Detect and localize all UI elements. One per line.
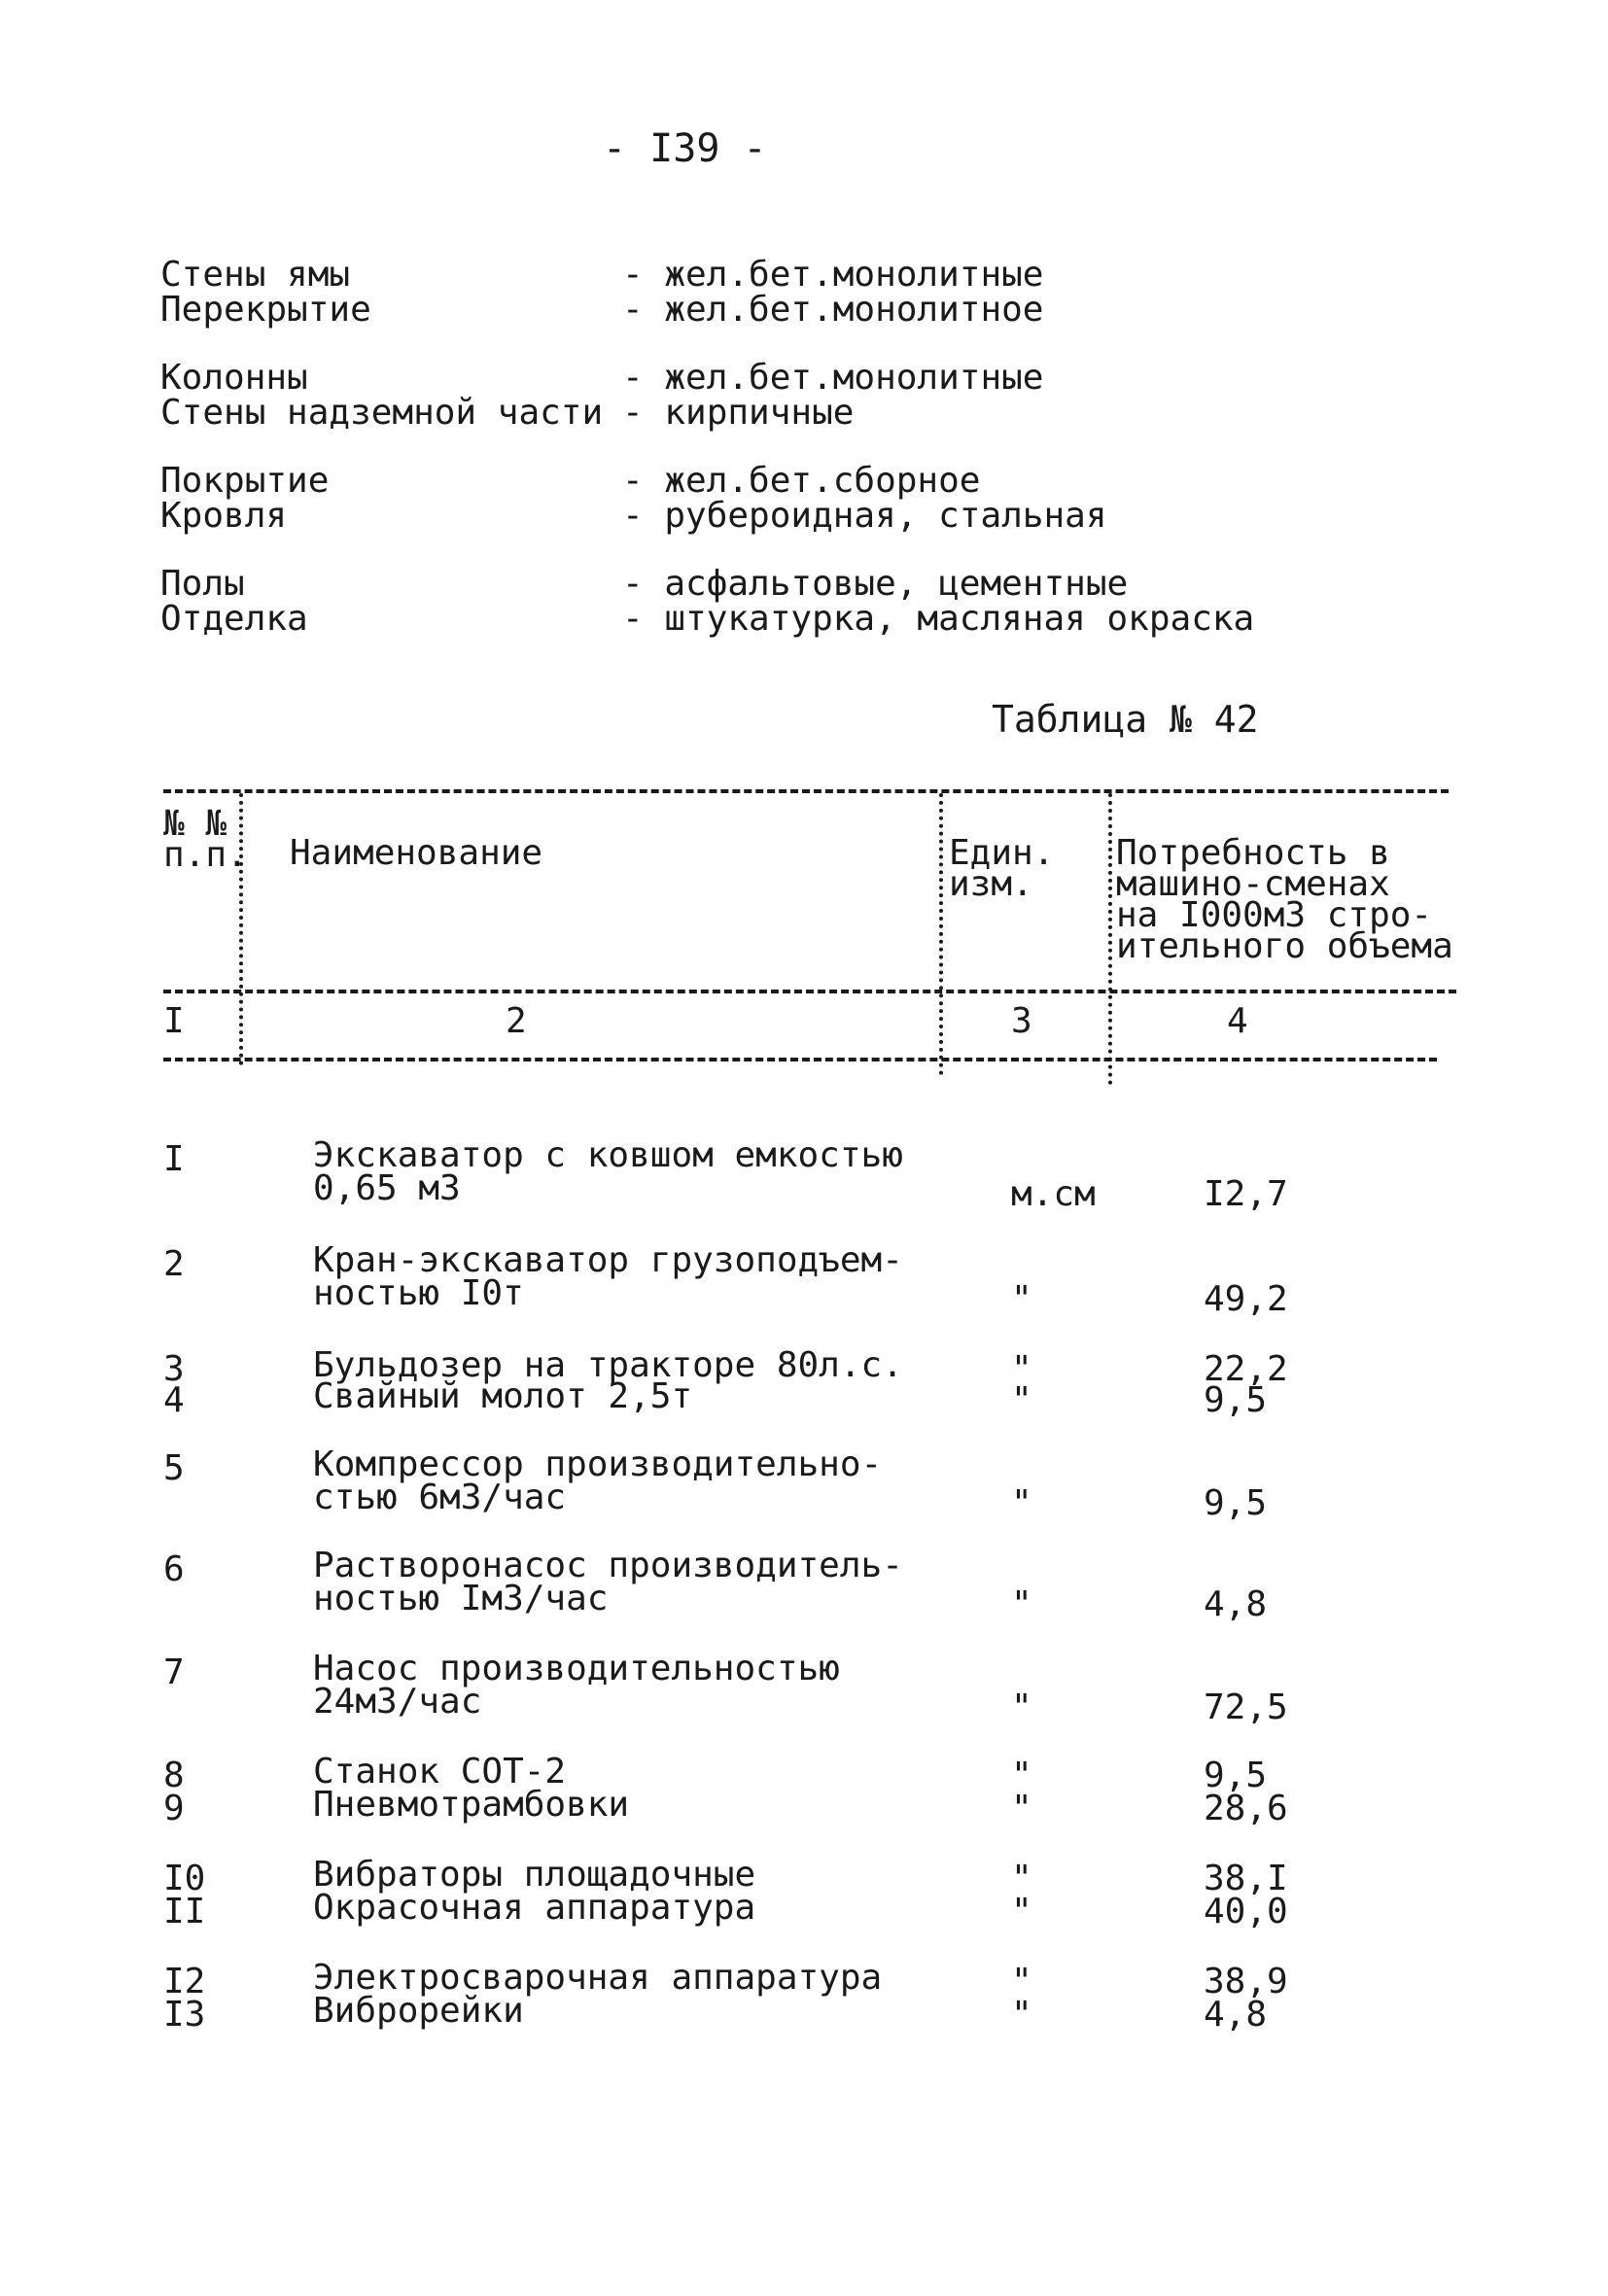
header-need: Потребность в машино-сменах на I000м3 стро- ительного объема xyxy=(1116,833,1453,966)
column-number-rule xyxy=(163,1058,1437,1061)
row-name: Окрасочная аппаратура xyxy=(313,1888,756,1928)
spec-value: - кирпичные xyxy=(622,393,855,433)
row-unit: " xyxy=(1011,1859,1032,1898)
spec-label: Перекрытие xyxy=(160,290,371,330)
row-number: I3 xyxy=(163,1995,206,2035)
row-number: 5 xyxy=(163,1448,185,1488)
row-number: I2 xyxy=(163,1962,206,2001)
spec-label: Покрытие xyxy=(160,461,330,501)
row-value: 49,2 xyxy=(1204,1279,1288,1319)
row-value: 9,5 xyxy=(1204,1756,1268,1795)
row-unit: " xyxy=(1011,1962,1032,2001)
column-number: 3 xyxy=(1011,1001,1032,1041)
column-divider xyxy=(1108,793,1112,1085)
spec-label: Стены ямы xyxy=(160,255,351,295)
spec-value: - штукатурка, масляная окраска xyxy=(622,599,1255,639)
spec-label: Колонны xyxy=(160,358,308,398)
row-value: 38,9 xyxy=(1204,1962,1288,2001)
row-number: I0 xyxy=(163,1859,206,1898)
spec-value: - жел.бет.монолитное xyxy=(622,290,1044,330)
row-name: Электросварочная аппаратура xyxy=(313,1958,883,1998)
header-name: Наименование xyxy=(290,833,543,873)
row-value: 9,5 xyxy=(1204,1380,1268,1420)
spec-value: - рубероидная, стальная xyxy=(622,496,1107,536)
header-unit: Един. изм. xyxy=(949,833,1055,904)
row-value: 40,0 xyxy=(1204,1892,1288,1931)
row-number: 7 xyxy=(163,1652,185,1692)
row-name: Кран-экскаватор грузоподъем- ностью I0т xyxy=(313,1240,903,1313)
row-unit: " xyxy=(1011,1279,1032,1319)
spec-value: - жел.бет.сборное xyxy=(622,461,981,501)
row-value: 28,6 xyxy=(1204,1789,1288,1828)
spec-label: Полы xyxy=(160,564,245,604)
row-value: I2,7 xyxy=(1204,1174,1288,1214)
row-value: 72,5 xyxy=(1204,1687,1288,1727)
row-value: 9,5 xyxy=(1204,1483,1268,1523)
row-unit: " xyxy=(1011,1349,1032,1389)
row-name: Бульдозер на тракторе 80л.с. xyxy=(313,1345,903,1385)
spec-label: Отделка xyxy=(160,599,308,639)
row-value: 22,2 xyxy=(1204,1349,1288,1389)
header-num: № № п.п. xyxy=(163,804,248,875)
row-value: 4,8 xyxy=(1204,1995,1268,2035)
row-unit: " xyxy=(1011,1584,1032,1624)
column-divider xyxy=(939,793,943,1075)
row-name: Экскаватор с ковшом емкостью 0,65 м3 xyxy=(313,1135,903,1208)
row-number: 3 xyxy=(163,1349,185,1389)
row-name: Растворонасос производитель- ностью Iм3/час xyxy=(313,1546,903,1618)
row-name: Виброрейки xyxy=(313,1991,524,2031)
row-value: 4,8 xyxy=(1204,1584,1268,1624)
spec-value: - жел.бет.монолитные xyxy=(622,358,1044,398)
row-number: 6 xyxy=(163,1549,185,1589)
table-caption: Таблица № 42 xyxy=(992,698,1259,741)
row-unit: " xyxy=(1011,1687,1032,1727)
row-number: 2 xyxy=(163,1244,185,1284)
row-name: Насос производительностью 24м3/час xyxy=(313,1649,840,1722)
row-number: 9 xyxy=(163,1789,185,1828)
row-name: Станок СОТ-2 xyxy=(313,1752,567,1792)
spec-value: - асфальтовые, цементные xyxy=(622,564,1129,604)
spec-label: Кровля xyxy=(160,496,288,536)
spec-label: Стены надземной части xyxy=(160,393,604,433)
header-bottom-rule xyxy=(163,990,1456,993)
row-unit: м.см xyxy=(1011,1174,1096,1214)
table-top-rule xyxy=(163,789,1449,793)
row-unit: " xyxy=(1011,1789,1032,1828)
row-unit: " xyxy=(1011,1380,1032,1420)
column-number: 4 xyxy=(1227,1001,1248,1041)
row-name: Свайный молот 2,5т xyxy=(313,1376,693,1416)
row-number: II xyxy=(163,1892,206,1931)
column-number: I xyxy=(163,1001,185,1041)
row-name: Вибраторы площадочные xyxy=(313,1855,756,1895)
column-number: 2 xyxy=(506,1001,527,1041)
row-unit: " xyxy=(1011,1892,1032,1931)
row-unit: " xyxy=(1011,1756,1032,1795)
row-unit: " xyxy=(1011,1995,1032,2035)
row-number: I xyxy=(163,1139,185,1179)
row-name: Пневмотрамбовки xyxy=(313,1785,630,1825)
row-number: 8 xyxy=(163,1756,185,1795)
page-number: - I39 - xyxy=(603,126,767,171)
spec-value: - жел.бет.монолитные xyxy=(622,255,1044,295)
row-value: 38,I xyxy=(1204,1859,1288,1898)
row-unit: " xyxy=(1011,1483,1032,1523)
row-name: Компрессор производительно- стью 6м3/час xyxy=(313,1444,883,1517)
row-number: 4 xyxy=(163,1380,185,1420)
